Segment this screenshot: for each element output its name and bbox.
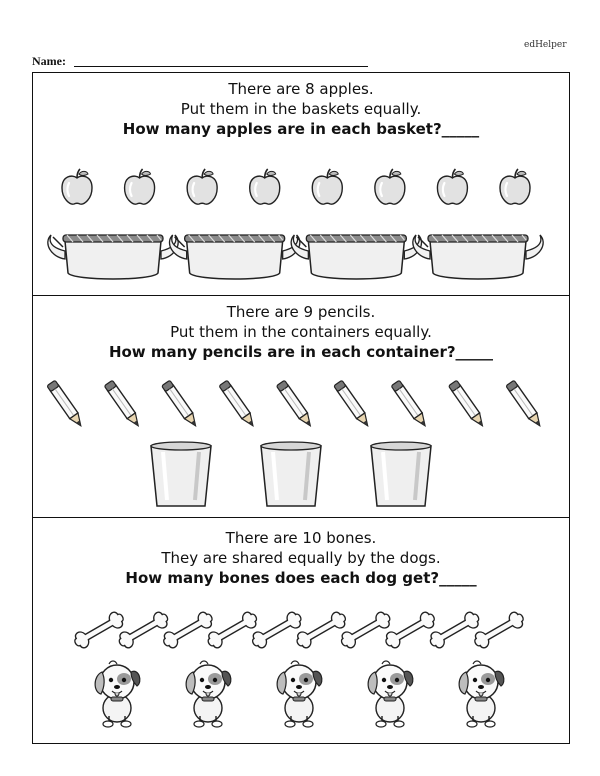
cup-icon <box>371 442 431 506</box>
bone-icon <box>294 609 349 651</box>
bone-icon <box>383 609 438 651</box>
basket-icon <box>291 235 421 279</box>
pencil-icon <box>276 380 314 428</box>
dog-icon <box>459 661 504 727</box>
dog-icon <box>277 661 322 727</box>
problem-1-line-2: Put them in the baskets equally. <box>180 100 422 118</box>
pencil-icon <box>448 380 486 428</box>
pencil-icon <box>104 380 142 428</box>
pencil-icon <box>219 380 257 428</box>
basket-icon <box>169 235 299 279</box>
apple-icon <box>437 169 467 204</box>
apple-icon <box>500 169 530 204</box>
name-label: Name: <box>32 54 66 68</box>
apple-icon <box>125 169 155 204</box>
problem-2-line-1: There are 9 pencils. <box>226 303 376 321</box>
problem-3-line-1: There are 10 bones. <box>225 529 377 547</box>
problem-3-question: How many bones does each dog get?_____ <box>125 569 477 587</box>
apple-row <box>33 167 571 207</box>
pencil-icon <box>506 380 544 428</box>
basket-icon <box>48 235 178 279</box>
problem-1-line-1: There are 8 apples. <box>228 80 374 98</box>
bone-icon <box>471 609 526 651</box>
bone-icon <box>116 609 171 651</box>
problem-bones <box>33 518 569 744</box>
cup-icon <box>151 442 211 506</box>
bone-row <box>33 610 571 650</box>
dog-icon <box>95 661 140 727</box>
problem-3-line-2: They are shared equally by the dogs. <box>161 549 441 567</box>
apple-icon <box>62 169 92 204</box>
dog-icon <box>186 661 231 727</box>
bone-icon <box>160 609 215 651</box>
bone-icon <box>249 609 304 651</box>
cup-row <box>33 440 571 510</box>
basket-icon <box>413 235 543 279</box>
problem-pencils <box>33 296 569 518</box>
basket-row <box>33 223 571 285</box>
apple-icon <box>250 169 280 204</box>
problem-1-question: How many apples are in each basket?_____ <box>122 120 480 138</box>
pencil-row <box>33 376 571 436</box>
apple-icon <box>187 169 217 204</box>
worksheet <box>32 72 570 744</box>
problem-2-question: How many pencils are in each container?_____ <box>108 343 494 361</box>
bone-icon <box>71 609 126 651</box>
bone-icon <box>427 609 482 651</box>
problem-apples <box>33 73 569 295</box>
brand-label: edHelper <box>524 40 567 50</box>
pencil-icon <box>47 380 85 428</box>
apple-icon <box>375 169 405 204</box>
cup-icon <box>261 442 321 506</box>
bone-icon <box>338 609 393 651</box>
name-input-line[interactable] <box>74 66 368 67</box>
dog-row <box>33 656 571 736</box>
apple-icon <box>312 169 342 204</box>
pencil-icon <box>334 380 372 428</box>
bone-icon <box>205 609 260 651</box>
problem-2-line-2: Put them in the containers equally. <box>170 323 432 341</box>
pencil-icon <box>162 380 200 428</box>
dog-icon <box>368 661 413 727</box>
pencil-icon <box>391 380 429 428</box>
